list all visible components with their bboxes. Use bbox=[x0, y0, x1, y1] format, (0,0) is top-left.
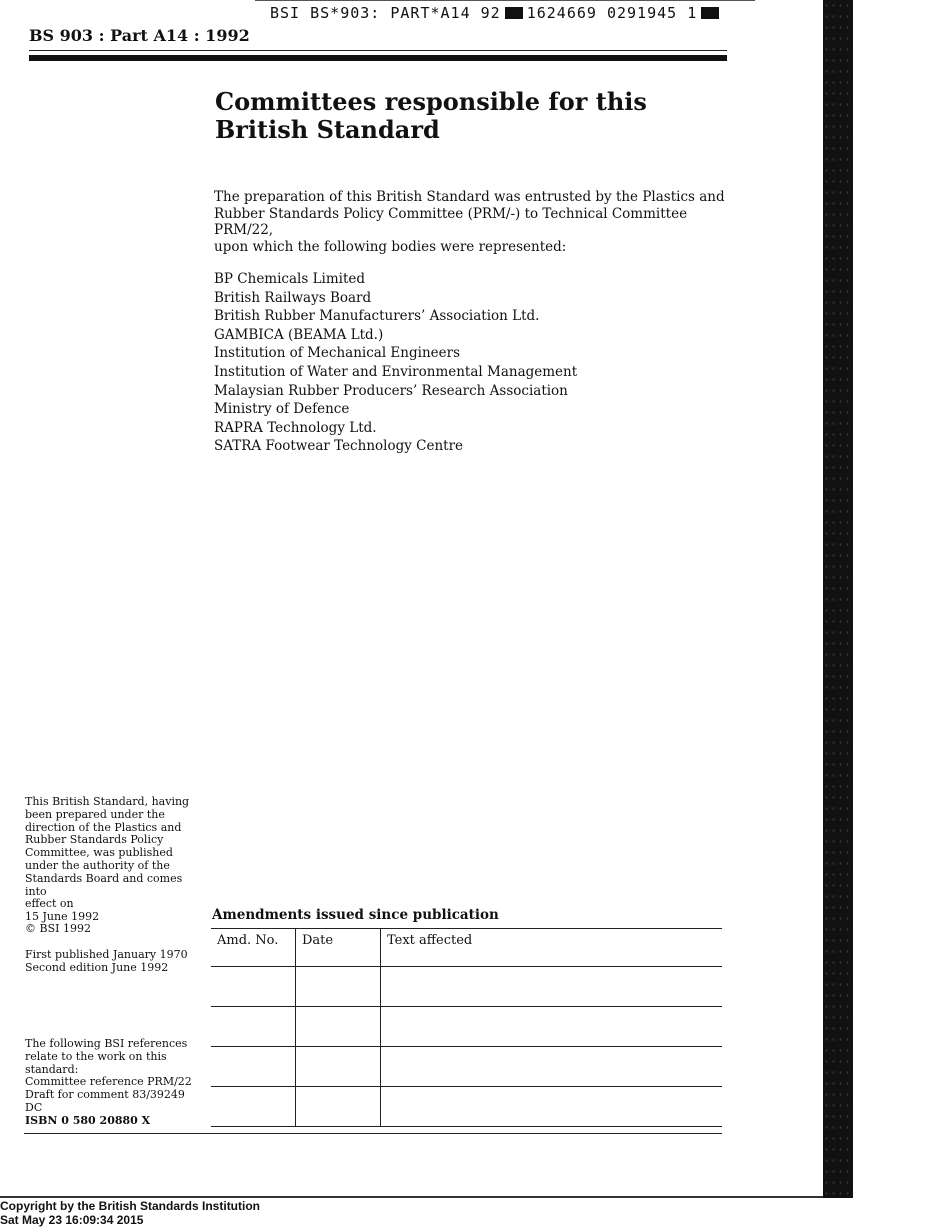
list-item: BP Chemicals Limited bbox=[214, 271, 366, 287]
barcode-rule bbox=[255, 0, 755, 1]
represented-bodies-list bbox=[214, 270, 577, 456]
note-line: Standards Board and comes into bbox=[25, 871, 183, 898]
intro-line: The preparation of this British Standard was entrusted by the Plastics and bbox=[214, 189, 725, 205]
publication-note bbox=[25, 796, 200, 924]
list-item: Institution of Water and Environmental Management bbox=[214, 363, 578, 380]
ref-line: standard: bbox=[25, 1062, 79, 1076]
scan-dark-edge bbox=[823, 0, 853, 1198]
table-row bbox=[211, 967, 722, 1007]
list-item: Ministry of Defence bbox=[214, 401, 350, 418]
table-cell bbox=[211, 1047, 296, 1087]
header-rule-thick bbox=[29, 55, 727, 61]
header-code: BS 903 : Part A14 : 1992 bbox=[29, 26, 250, 45]
ref-line: relate to the work on this bbox=[25, 1049, 167, 1063]
list-item: Institution of Mechanical Engineers bbox=[214, 345, 460, 362]
intro-line: upon which the following bodies were represented: bbox=[214, 238, 567, 255]
intro-paragraph bbox=[214, 189, 734, 255]
publication-history bbox=[25, 949, 200, 975]
intro-line: Rubber Standards Policy Committee (PRM/-) to Technical Committee PRM/22, bbox=[214, 205, 688, 238]
table-cell bbox=[211, 1087, 296, 1127]
table-row bbox=[211, 1087, 722, 1127]
table-cell bbox=[296, 967, 381, 1007]
table-cell bbox=[381, 1047, 723, 1087]
ref-line: The following BSI references bbox=[25, 1037, 188, 1050]
note-line: 15 June 1992 bbox=[25, 910, 100, 924]
page-title bbox=[215, 88, 735, 144]
table-cell bbox=[296, 1007, 381, 1047]
amendments-table bbox=[211, 928, 722, 1127]
isbn: ISBN 0 580 20880 X bbox=[25, 1114, 151, 1127]
ref-line: Committee reference PRM/22 bbox=[25, 1075, 192, 1089]
copyright-footer bbox=[0, 1199, 260, 1227]
note-line: This British Standard, having bbox=[25, 795, 190, 808]
first-published: First published January 1970 bbox=[25, 948, 188, 961]
list-item: RAPRA Technology Ltd. bbox=[214, 419, 377, 436]
barcode-block bbox=[505, 7, 523, 19]
title-line: Committees responsible for this bbox=[215, 87, 647, 116]
list-item: British Rubber Manufacturers’ Association Ltd. bbox=[214, 308, 540, 325]
table-cell bbox=[296, 1047, 381, 1087]
column-header-amd-no: Amd. No. bbox=[211, 929, 296, 967]
table-row bbox=[211, 1007, 722, 1047]
page-bottom-rule bbox=[0, 1196, 823, 1198]
header-rule-thin bbox=[29, 50, 727, 51]
table-row bbox=[211, 1047, 722, 1087]
scan-barcode bbox=[270, 4, 723, 22]
barcode-left-text: BSI BS*903: PART*A14 92 bbox=[270, 4, 501, 22]
note-line: effect on bbox=[25, 897, 74, 911]
table-cell bbox=[381, 1007, 723, 1047]
second-edition: Second edition June 1992 bbox=[25, 960, 169, 974]
bottom-rule bbox=[24, 1133, 722, 1134]
barcode-block bbox=[701, 7, 719, 19]
amendments-title: Amendments issued since publication bbox=[212, 907, 499, 923]
note-line: direction of the Plastics and bbox=[25, 820, 182, 834]
table-cell bbox=[296, 1087, 381, 1127]
list-item: SATRA Footwear Technology Centre bbox=[214, 438, 464, 455]
list-item: Malaysian Rubber Producers’ Research Association bbox=[214, 382, 568, 399]
column-header-date: Date bbox=[296, 929, 381, 967]
table-cell bbox=[381, 1087, 723, 1127]
footer-line: Sat May 23 16:09:34 2015 bbox=[0, 1213, 144, 1227]
footer-line: Copyright by the British Standards Institution bbox=[0, 1199, 261, 1213]
title-line: British Standard bbox=[215, 115, 440, 144]
bsi-references bbox=[25, 1038, 200, 1115]
table-cell bbox=[211, 1007, 296, 1047]
copyright-notice: © BSI 1992 bbox=[25, 922, 91, 935]
table-cell bbox=[211, 967, 296, 1007]
note-line: under the authority of the bbox=[25, 858, 170, 872]
table-cell bbox=[381, 967, 723, 1007]
list-item: British Railways Board bbox=[214, 289, 372, 306]
barcode-mid-text: 1624669 0291945 1 bbox=[526, 4, 698, 22]
list-item: GAMBICA (BEAMA Ltd.) bbox=[214, 326, 384, 343]
ref-line: Draft for comment 83/39249 DC bbox=[25, 1088, 185, 1114]
note-line: Rubber Standards Policy bbox=[25, 833, 164, 847]
note-line: Committee, was published bbox=[25, 846, 173, 860]
scan-margin bbox=[853, 0, 950, 1230]
note-line: been prepared under the bbox=[25, 807, 165, 821]
table-header-row bbox=[211, 929, 722, 967]
column-header-text-affected: Text affected bbox=[381, 929, 723, 967]
